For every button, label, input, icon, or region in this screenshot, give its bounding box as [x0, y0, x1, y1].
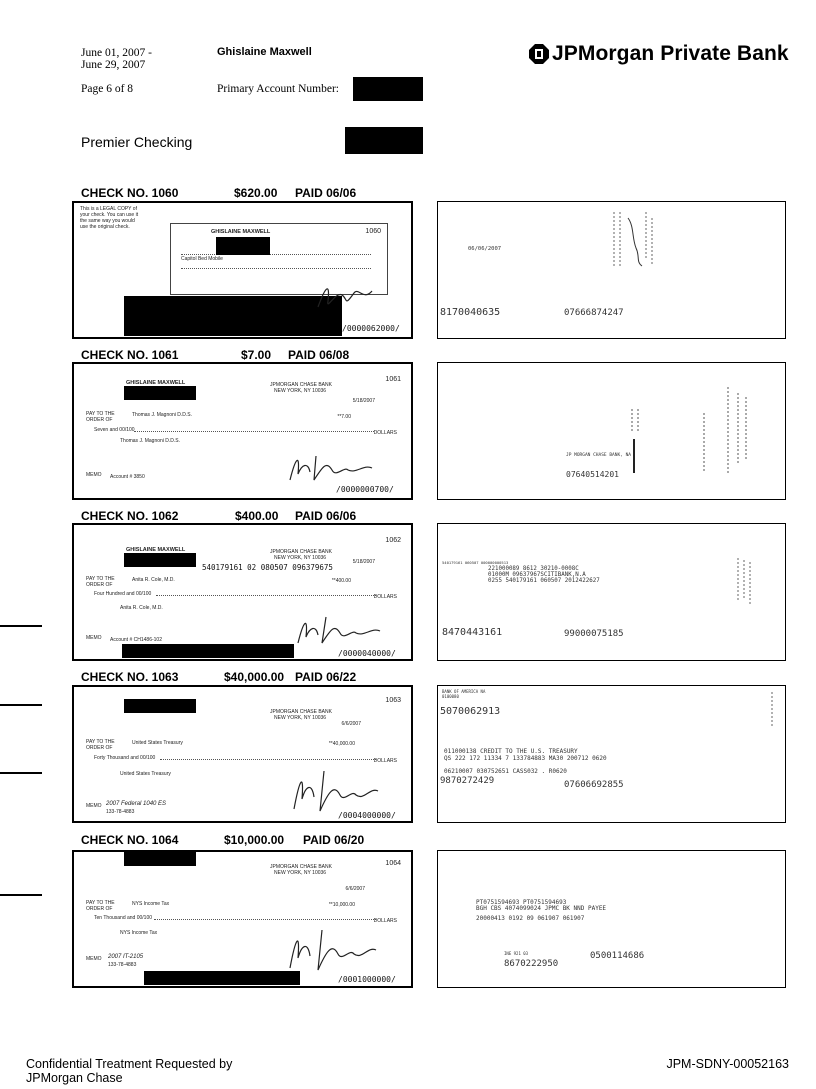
endorsement-date: 06/06/2007	[468, 246, 502, 252]
memo: 2007 IT-2105	[108, 954, 144, 960]
margin-mark	[0, 704, 42, 706]
check-amount: $7.00	[241, 348, 272, 362]
redaction	[122, 644, 294, 658]
check-number-label: CHECK NO. 1063	[81, 670, 179, 684]
check-paid-date: PAID 06/06	[295, 509, 357, 523]
amount-box: **400.00	[331, 578, 351, 584]
check-back-image	[437, 362, 786, 500]
check-number-label: CHECK NO. 1062	[81, 509, 179, 523]
memo-label: MEMO	[86, 956, 102, 962]
signature-image	[286, 928, 378, 974]
written-amount: Seven and 00/100	[94, 427, 135, 433]
check-date: 6/6/2007	[341, 721, 361, 727]
micr-line: /0004000000/	[338, 811, 396, 820]
back-line-3: 06210007 030752651 CASS032 . R0620	[444, 768, 567, 775]
check-number: 1062	[385, 537, 401, 544]
back-line-3: 20000413 0192 09 061907 061907	[476, 915, 585, 922]
check-number: 1061	[385, 376, 401, 383]
back-right-number: 0500114686	[590, 951, 645, 961]
copy-notice: This is a LEGAL COPY of your check. You can use it the same way you would use the original check.	[80, 206, 139, 230]
statement-period	[81, 47, 152, 71]
dollars-label: DOLLARS	[373, 918, 397, 924]
footer-line-2: JPMorgan Chase	[26, 1071, 123, 1085]
margin-mark	[0, 772, 42, 774]
back-line-2: BGH CBS 4074099024 JPMC BK NND PAYEE	[476, 905, 607, 912]
check-date: 5/18/2007	[352, 559, 375, 565]
memo: Account # CH1486-102	[110, 637, 162, 643]
endorsement-stamp	[606, 208, 666, 272]
check-front-image	[72, 523, 413, 661]
confidential-notice	[26, 1057, 232, 1085]
check-paid-date: PAID 06/06	[295, 186, 357, 200]
margin-mark	[0, 894, 42, 896]
bank-stamp: INE 921 03	[504, 951, 529, 956]
bank-header-line: BANK OF AMERICA NA 0100080	[442, 689, 486, 699]
endorsement-stamp	[618, 373, 778, 483]
bank-city: NEW YORK, NY 10036	[274, 555, 327, 561]
signature-image	[294, 613, 384, 647]
routing-line: 540179161 02 080507 096379675	[202, 563, 333, 572]
back-right-number: 07606692855	[564, 780, 624, 790]
check-amount: $10,000.00	[224, 833, 285, 847]
bank-name: JPMORGAN CHASE BANK	[270, 382, 332, 388]
payee-address: United States Treasury	[120, 771, 171, 777]
amount-box: **10,000.00	[328, 902, 355, 908]
bank-city: NEW YORK, NY 10036	[274, 715, 327, 721]
back-left-number: 8170040635	[440, 307, 501, 318]
jpmorgan-octagon-icon	[529, 44, 549, 64]
back-line-1: 221000089 8612 30210-0008C	[488, 566, 579, 572]
back-line-2: QS 222 172 11334 7 133784883 MA30 200712 0620	[444, 755, 607, 762]
check-name: GHISLAINE MAXWELL	[126, 380, 186, 386]
margin-mark	[0, 625, 42, 627]
pay-to-label: PAY TO THE ORDER OF	[86, 739, 115, 751]
check-amount: $400.00	[235, 509, 279, 523]
back-line-1: PT0751594693 PT0751594693	[476, 899, 567, 906]
check-front-image	[72, 201, 413, 339]
account-holder: Ghislaine Maxwell	[217, 46, 312, 58]
amount-box: **7.00	[337, 414, 351, 420]
check-name: GHISLAINE MAXWELL	[211, 229, 271, 235]
payee-address: Anita R. Cole, M.D.	[120, 605, 163, 611]
check-back-image	[437, 201, 786, 339]
back-line-1: 011000138 CREDIT TO THE U.S. TREASURY	[444, 748, 578, 755]
check-amount: $40,000.00	[224, 670, 285, 684]
dollars-label: DOLLARS	[373, 594, 397, 600]
redaction	[124, 699, 196, 713]
back-left-number: 8470443161	[442, 627, 503, 638]
period-end: June 29, 2007	[81, 59, 146, 71]
payee: Anita R. Cole, M.D.	[132, 577, 175, 583]
bank-name: JPMORGAN CHASE BANK	[270, 709, 332, 715]
payee: NYS Income Tax	[132, 901, 170, 907]
bates-number: JPM-SDNY-00052163	[666, 1057, 789, 1071]
page-number: Page 6 of 8	[81, 83, 134, 95]
redaction	[124, 296, 342, 336]
memo: 2007 Federal 1040 ES	[106, 801, 167, 807]
memo-label: MEMO	[86, 472, 102, 478]
bank-name: JPMorgan Private Bank	[552, 42, 789, 65]
check-paid-date: PAID 06/20	[303, 833, 365, 847]
bank-city: NEW YORK, NY 10036	[274, 388, 327, 394]
payee: Thomas J. Magnoni D.D.S.	[132, 412, 193, 418]
period-start: June 01, 2007 -	[81, 47, 152, 59]
back-left-number: 9870272429	[440, 776, 495, 786]
bank-city: NEW YORK, NY 10036	[274, 870, 327, 876]
bank-name: JPMORGAN CHASE BANK	[270, 864, 332, 870]
check-back-image	[437, 685, 786, 823]
memo-label: MEMO	[86, 635, 102, 641]
redaction-account-number	[353, 77, 423, 101]
written-amount: Ten Thousand and 00/100	[94, 915, 153, 921]
check-back-image	[437, 850, 786, 988]
bank-name: JPMORGAN CHASE BANK	[270, 549, 332, 555]
check-back-image	[437, 523, 786, 661]
micr-line: /0000000700/	[336, 485, 394, 494]
memo: Account # 3850	[110, 474, 145, 480]
check-front-image	[72, 362, 413, 500]
payee: Capitol Bed Mobile	[181, 256, 223, 262]
check-name: GHISLAINE MAXWELL	[126, 547, 186, 553]
amount-box: **40,000.00	[328, 741, 355, 747]
micr-line: /0000040000/	[338, 649, 396, 658]
check-paid-date: PAID 06/08	[288, 348, 350, 362]
check-date: 6/6/2007	[345, 886, 365, 892]
redaction	[124, 553, 196, 567]
footer-line-1: Confidential Treatment Requested by	[26, 1057, 233, 1071]
pay-to-label: PAY TO THE ORDER OF	[86, 411, 115, 423]
pay-to-label: PAY TO THE ORDER OF	[86, 576, 115, 588]
endorsement-stamp	[764, 690, 780, 730]
redaction-account-type	[345, 127, 423, 154]
written-amount: Forty Thousand and 00/100	[94, 755, 156, 761]
check-number: 1060	[365, 228, 381, 235]
dollars-label: DOLLARS	[373, 758, 397, 764]
redaction	[216, 237, 270, 255]
micr-line: /0000062000/	[342, 324, 400, 333]
check-amount: $620.00	[234, 186, 278, 200]
memo-label: MEMO	[86, 803, 102, 809]
redaction	[144, 971, 300, 985]
redaction	[124, 852, 196, 866]
signature-image	[286, 450, 376, 484]
redaction	[124, 386, 196, 400]
dollars-label: DOLLARS	[373, 430, 397, 436]
signature-image	[314, 281, 384, 313]
back-top-number: 5070062913	[440, 706, 501, 717]
check-date: 5/18/2007	[352, 398, 375, 404]
back-right-number: 07666874247	[564, 308, 624, 318]
back-line-3: 0255 540179161 060507 2012422627	[488, 578, 600, 584]
micr-line: /0001000000/	[338, 975, 396, 984]
back-line-2: 01000M 09637967SCITIBANK,N.A	[488, 572, 586, 578]
back-left-number: 8670222950	[504, 959, 559, 969]
check-number: 1063	[385, 697, 401, 704]
signature-image	[290, 769, 382, 815]
payee-address: Thomas J. Magnoni D.D.S.	[120, 438, 181, 444]
back-right-number: 99000075185	[564, 629, 624, 639]
check-number: 1064	[385, 860, 401, 867]
check-paid-date: PAID 06/22	[295, 670, 357, 684]
check-number-label: CHECK NO. 1061	[81, 348, 179, 362]
endorsement-stamp	[708, 552, 778, 612]
pay-to-label: PAY TO THE ORDER OF	[86, 900, 115, 912]
bank-logo	[529, 42, 789, 66]
check-number-label: CHECK NO. 1060	[81, 186, 179, 200]
check-front-image	[72, 850, 413, 988]
check-number-label: CHECK NO. 1064	[81, 833, 179, 847]
primary-account-label: Primary Account Number:	[217, 83, 340, 95]
written-amount: Four Hundred and 00/100	[94, 591, 152, 597]
account-type: Premier Checking	[81, 134, 193, 150]
check-front-image	[72, 685, 413, 823]
payee-address: NYS Income Tax	[120, 930, 158, 936]
memo-ssn: 133-78-4883	[106, 809, 135, 815]
bank-header-line: 540179161 060507 000000000513	[442, 560, 509, 565]
memo-ssn: 133-78-4883	[108, 962, 137, 968]
payee: United States Treasury	[132, 740, 183, 746]
back-left-number: 07640514201	[566, 470, 619, 479]
bank-endorsement: JP MORGAN CHASE BANK, NA	[566, 453, 632, 458]
